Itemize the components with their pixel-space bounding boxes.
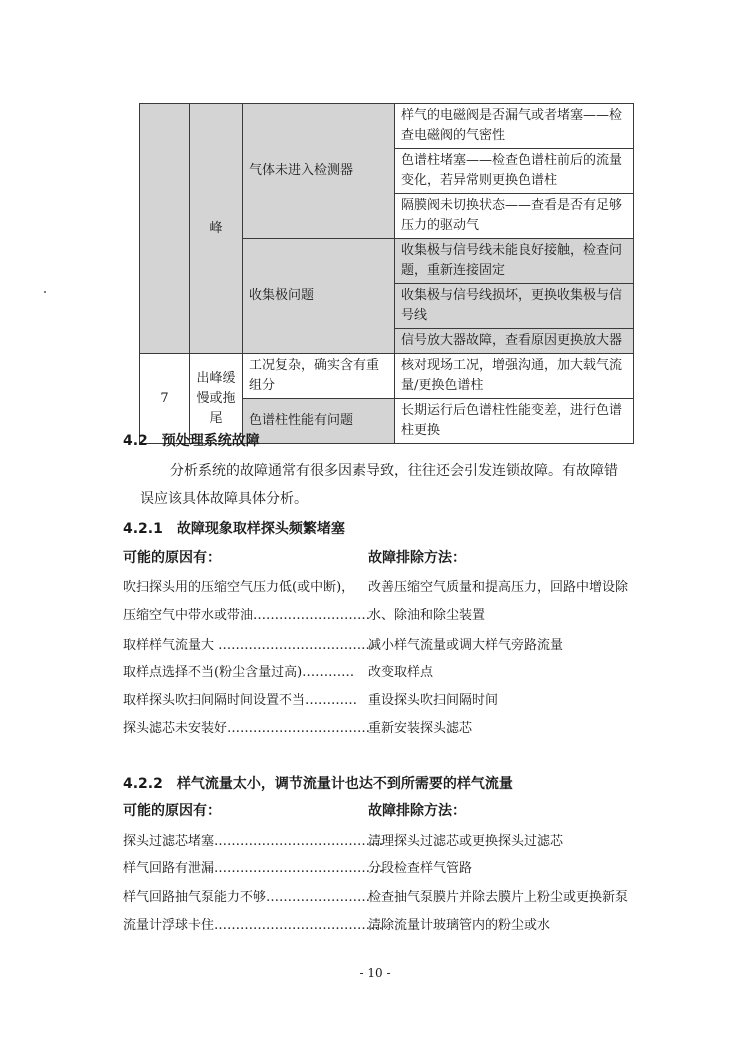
table-cell-remedy: 长期运行后色谱柱性能变差，进行色谱柱更换 (395, 399, 634, 444)
fix-item: 改善压缩空气质量和提高压力，回路中增设除 (368, 580, 629, 595)
subsection-heading: 4.2.2 样气流量太小，调节流量计也达不到所需要的样气流量 (123, 776, 513, 792)
fixes-header: 故障排除方法： (368, 803, 466, 819)
cause-item: 取样样气流量大 ……………………………… (123, 638, 375, 653)
table-cell-phenomenon: 出峰缓慢或拖尾 (190, 354, 243, 444)
cause-item: 样气回路抽气泵能力不够…………………… (123, 890, 371, 905)
page-number: - 10 - (359, 966, 391, 980)
table-cell-remedy: 隔膜阀未切换状态——查看是否有足够压力的驱动气 (395, 194, 634, 239)
table-cell-cause: 气体未进入检测器 (243, 104, 395, 239)
table-cell-phenomenon: 峰 (190, 104, 243, 354)
fix-item: 重新安装探头滤芯 (368, 721, 473, 736)
section-heading: 4.2 预处理系统故障 (123, 433, 260, 449)
cause-item: 压缩空气中带水或带油……………………… (123, 608, 371, 623)
table-cell-cause: 收集极问题 (243, 239, 395, 354)
fix-item: 水、除油和除尘装置 (368, 608, 486, 623)
table-row (140, 354, 634, 399)
cause-item: 取样探头吹扫间隔时间设置不当………… (123, 693, 358, 708)
fix-item: 分段检查样气管路 (368, 861, 473, 876)
table-cell-remedy: 收集极与信号线未能良好接触，检查问题，重新连接固定 (395, 239, 634, 284)
causes-header: 可能的原因有： (123, 550, 221, 566)
fix-item: 检查抽气泵膜片并除去膜片上粉尘或更换新泵 (368, 890, 629, 905)
cause-item: 吹扫探头用的压缩空气压力低(或中断)， (123, 580, 355, 595)
fix-item: 清理探头过滤芯或更换探头过滤芯 (368, 834, 564, 849)
fix-item: 减小样气流量或调大样气旁路流量 (368, 638, 564, 653)
table-cell-remedy: 核对现场工况，增强沟通，加大载气流量/更换色谱柱 (395, 354, 634, 399)
fix-item: 重设探头吹扫间隔时间 (368, 693, 499, 708)
cause-item: 探头过滤芯堵塞………………………………… (123, 834, 384, 849)
table-cell-remedy: 色谱柱堵塞——检查色谱柱前后的流量变化，若异常则更换色谱柱 (395, 149, 634, 194)
table-cell-remedy: 收集极与信号线损坏，更换收集极与信号线 (395, 284, 634, 329)
cause-item: 探头滤芯未安装好…………………………… (123, 721, 371, 736)
cause-item: 取样点选择不当(粉尘含量过高)………… (123, 665, 355, 680)
table-cell-remedy: 信号放大器故障，查看原因更换放大器 (395, 329, 634, 354)
subsection-heading: 4.2.1 故障现象取样探头频繁堵塞 (123, 521, 345, 537)
paragraph-line: 分析系统的故障通常有很多因素导致，往往还会引发连锁故障。有故障错 (170, 463, 618, 479)
fix-item: 改变取样点 (368, 665, 434, 680)
fixes-header: 故障排除方法： (368, 550, 466, 566)
table-cell-cause: 色谱柱性能有问题 (243, 399, 395, 444)
table-cell-index: 7 (140, 354, 190, 444)
table-cell-cause: 工况复杂，确实含有重组分 (243, 354, 395, 399)
table-cell-remedy: 样气的电磁阀是否漏气或者堵塞——检查电磁阀的气密性 (395, 104, 634, 149)
paragraph-line: 误应该具体故障具体分析。 (140, 491, 308, 507)
cause-item: 样气回路有泄漏………………………………… (123, 861, 384, 876)
table-cell-index (140, 104, 190, 354)
fault-table (139, 103, 634, 444)
table-row (140, 104, 634, 149)
fix-item: 清除流量计玻璃管内的粉尘或水 (368, 918, 551, 933)
cause-item: 流量计浮球卡住………………………………… (123, 918, 384, 933)
causes-header: 可能的原因有： (123, 803, 221, 819)
scan-speck (44, 291, 46, 293)
